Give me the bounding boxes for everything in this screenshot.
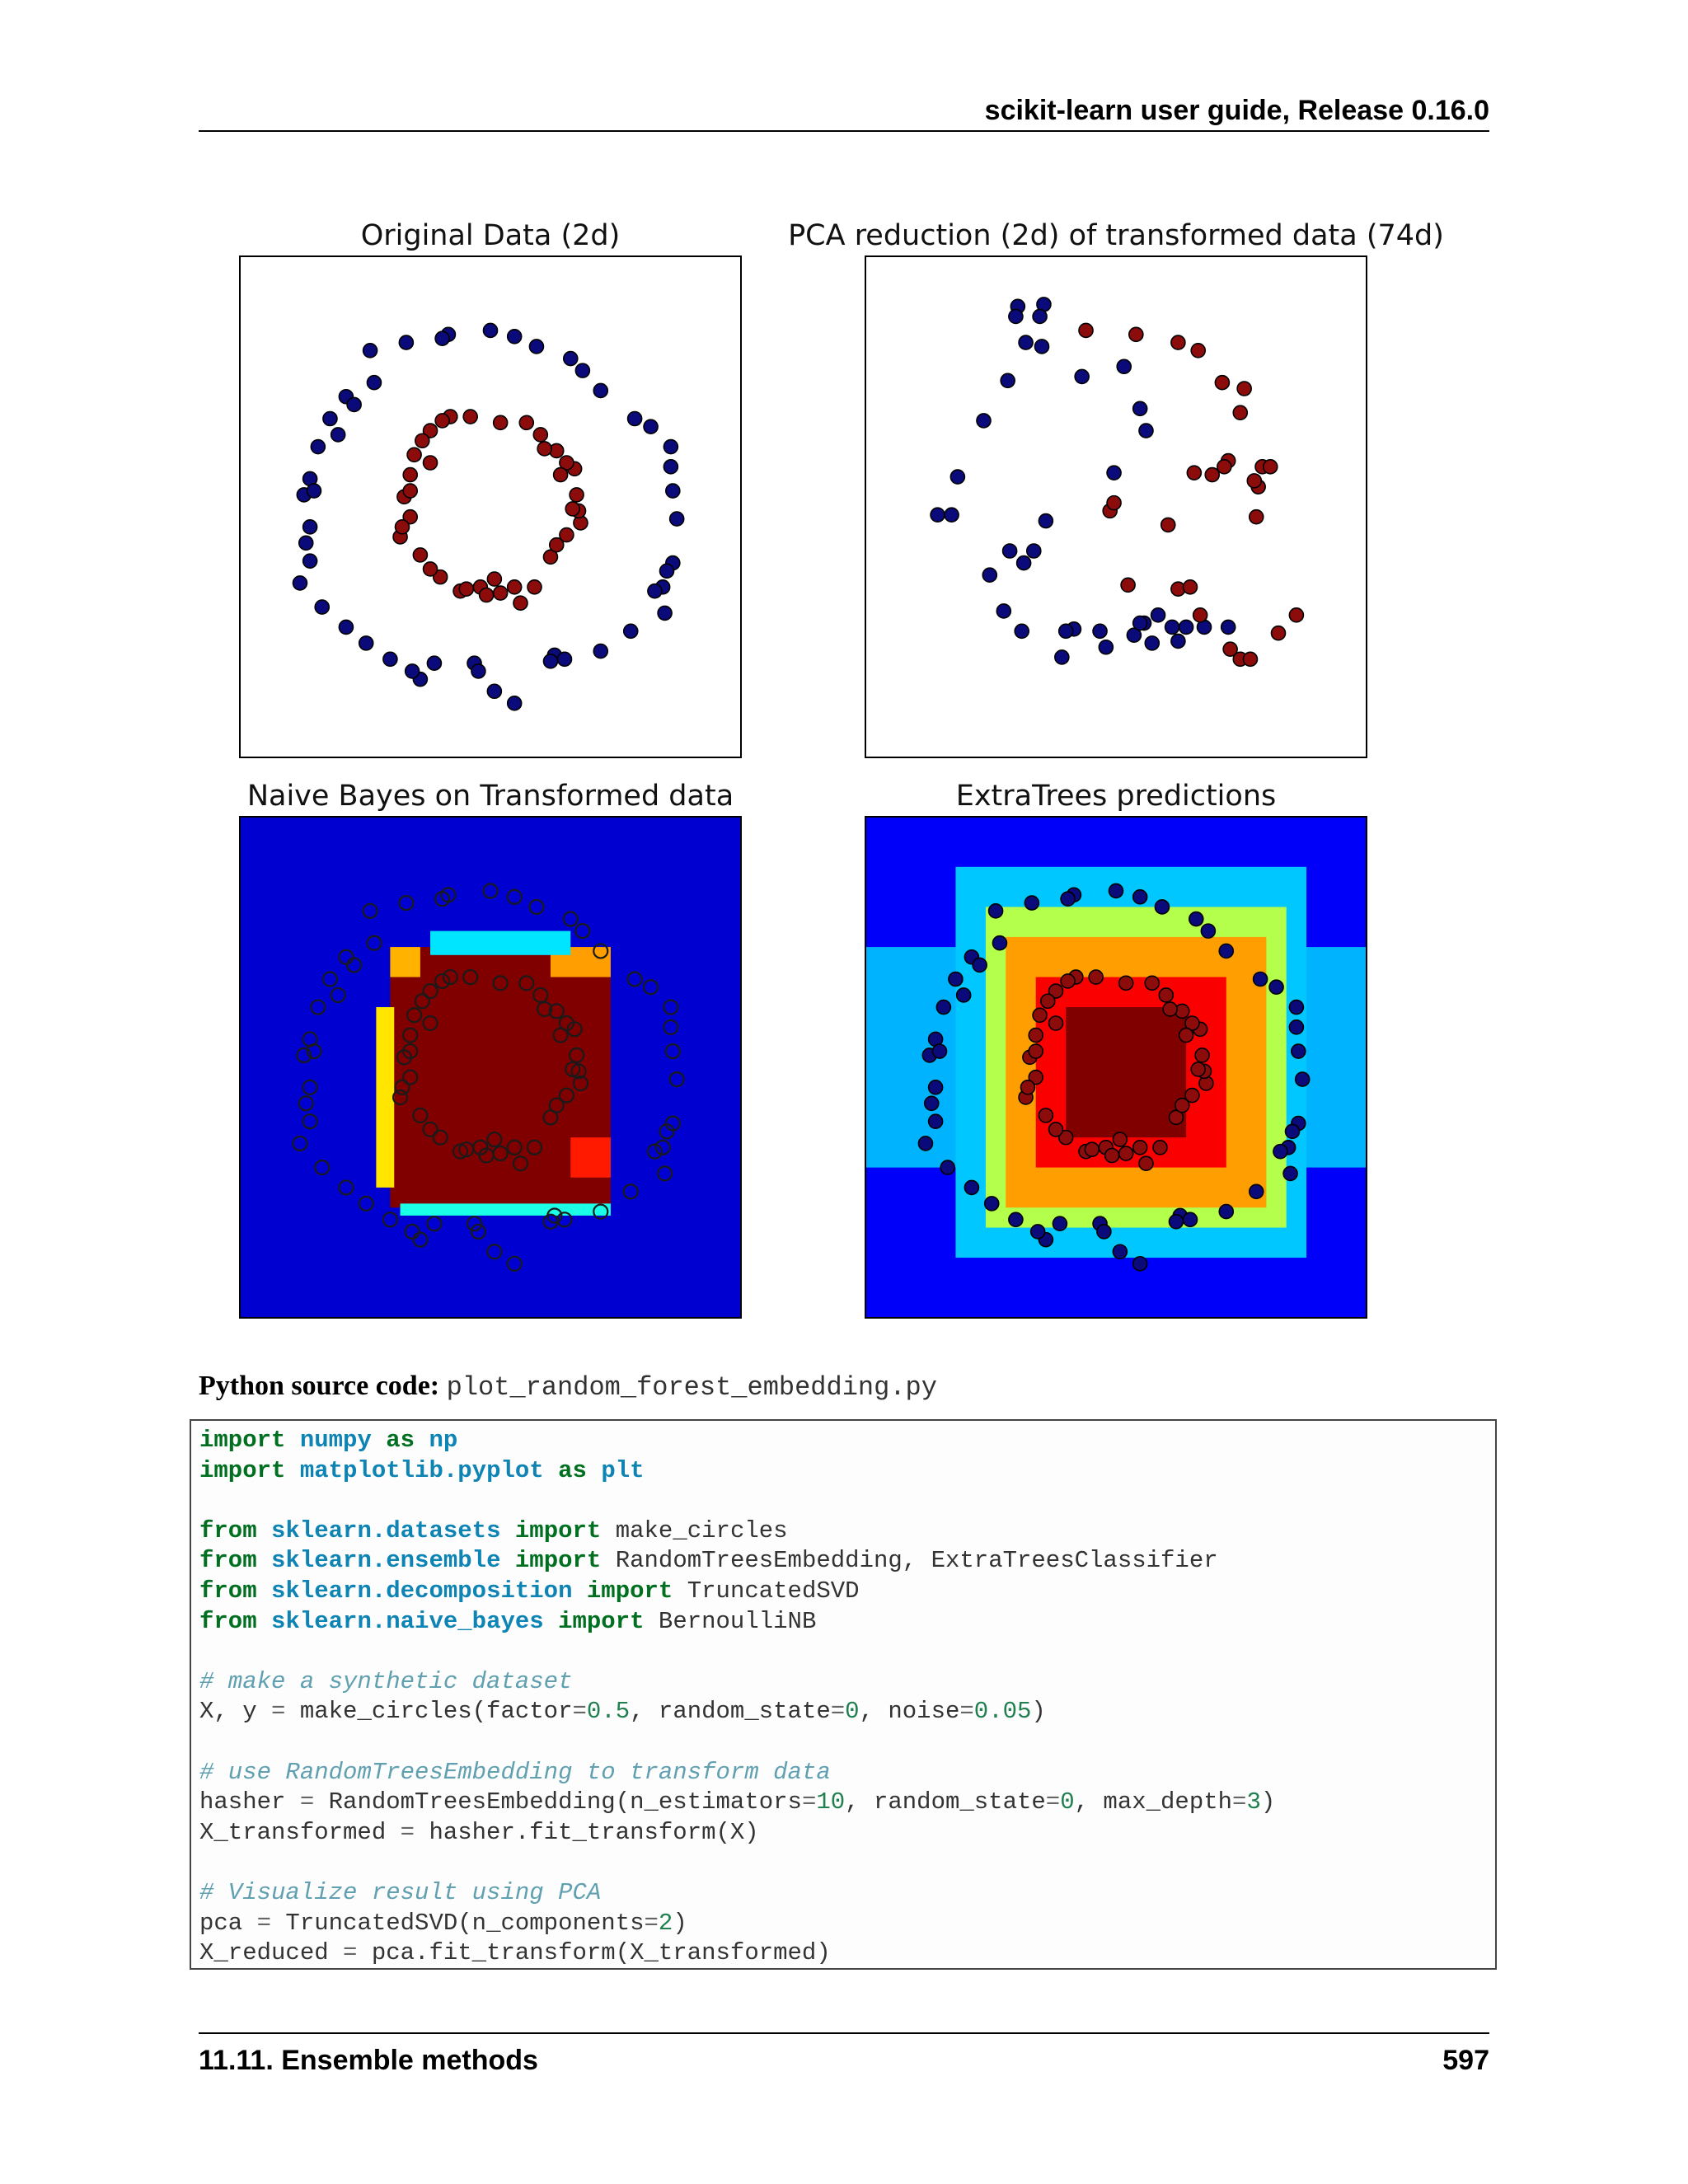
data-point xyxy=(424,562,438,576)
data-point xyxy=(1191,344,1205,358)
data-point xyxy=(1183,580,1197,594)
heatmap-region xyxy=(376,1007,394,1188)
data-point xyxy=(564,352,578,366)
code-text: make_circles xyxy=(615,1516,788,1544)
data-point xyxy=(1145,636,1159,650)
data-point xyxy=(1205,468,1219,482)
data-point xyxy=(1059,624,1073,638)
data-point xyxy=(1155,900,1169,914)
data-point xyxy=(339,620,353,634)
code-line xyxy=(199,1878,1487,1909)
data-point xyxy=(1061,974,1075,988)
data-point xyxy=(1247,474,1261,488)
code-text: RandomTreesEmbedding(n_estimators xyxy=(314,1788,802,1816)
data-point xyxy=(1133,616,1147,630)
data-point xyxy=(1039,1108,1053,1122)
code-line xyxy=(199,1758,1487,1788)
code-text: X_reduced xyxy=(199,1939,344,1967)
code-text: ) xyxy=(1031,1698,1046,1726)
data-point xyxy=(1254,972,1268,986)
code-operator: = xyxy=(572,1698,587,1726)
plot-area xyxy=(865,256,1367,757)
data-point xyxy=(529,340,543,354)
data-point xyxy=(1139,1156,1153,1170)
code-keyword: import xyxy=(586,1577,673,1605)
data-point xyxy=(973,958,987,972)
data-point xyxy=(660,564,674,578)
data-point xyxy=(1151,608,1165,622)
code-keyword: import xyxy=(514,1547,602,1575)
code-module: matplotlib.pyplot xyxy=(299,1456,544,1484)
data-point xyxy=(593,383,607,397)
data-point xyxy=(648,584,662,598)
source-code-prefix: Python source code: xyxy=(199,1371,440,1401)
data-point xyxy=(1019,335,1033,349)
data-point xyxy=(1033,1008,1047,1022)
data-point xyxy=(1027,544,1041,558)
data-point xyxy=(570,488,584,502)
code-text: RandomTreesEmbedding, ExtraTreesClassifier xyxy=(615,1547,1218,1575)
data-point xyxy=(1053,1216,1067,1230)
data-point xyxy=(918,1137,932,1151)
data-point xyxy=(1001,373,1015,387)
data-point xyxy=(494,586,508,600)
code-text: , random_state xyxy=(630,1698,831,1726)
footer-rule xyxy=(199,2032,1489,2034)
code-blank-line xyxy=(199,1637,1487,1667)
code-text: BernoulliNB xyxy=(658,1607,817,1635)
data-point xyxy=(1015,624,1029,638)
plot-area xyxy=(865,817,1367,1318)
data-point xyxy=(1183,1212,1197,1226)
code-keyword: from xyxy=(199,1547,257,1575)
code-operator: = xyxy=(830,1698,846,1726)
data-point xyxy=(1093,624,1107,638)
code-comment: # Visualize result using PCA xyxy=(199,1878,602,1906)
code-module: sklearn.naive_bayes xyxy=(271,1607,544,1635)
data-point xyxy=(1133,1257,1147,1271)
data-point xyxy=(1129,327,1143,341)
data-point xyxy=(471,664,485,678)
heatmap-region xyxy=(401,1203,611,1216)
code-text: hasher xyxy=(199,1788,300,1816)
data-point xyxy=(982,568,996,582)
data-point xyxy=(932,1044,946,1058)
plot-area xyxy=(240,256,741,757)
data-point xyxy=(950,470,964,484)
code-line xyxy=(199,1516,1487,1547)
code-number: 0 xyxy=(845,1698,860,1726)
code-number: 0 xyxy=(1060,1788,1075,1816)
chart-panel-3 xyxy=(240,780,741,1318)
data-point xyxy=(403,484,417,498)
code-keyword: as xyxy=(558,1456,587,1484)
code-operator: = xyxy=(400,1818,415,1846)
code-operator: = xyxy=(644,1909,659,1937)
data-point xyxy=(1025,896,1039,910)
data-point xyxy=(565,502,579,516)
code-module: sklearn.datasets xyxy=(271,1516,501,1544)
data-point xyxy=(1289,1001,1303,1015)
data-point xyxy=(1061,892,1075,906)
data-point xyxy=(1165,620,1179,634)
code-text: pca.fit_transform(X_transformed) xyxy=(357,1939,831,1967)
data-point xyxy=(931,508,945,522)
data-point xyxy=(311,440,325,454)
data-point xyxy=(1250,1184,1264,1198)
data-point xyxy=(1105,1149,1119,1163)
data-point xyxy=(663,440,678,454)
data-point xyxy=(992,936,1006,950)
data-point xyxy=(463,410,477,424)
data-point xyxy=(359,636,373,650)
code-operator: = xyxy=(1232,1788,1247,1816)
heatmap-region xyxy=(570,1137,611,1178)
heatmap-region xyxy=(430,931,570,955)
source-code-label xyxy=(199,1368,937,1406)
data-point xyxy=(940,1160,954,1174)
data-point xyxy=(1179,620,1193,634)
code-line xyxy=(199,1909,1487,1939)
plot-area xyxy=(240,817,741,1318)
code-text: ) xyxy=(1260,1788,1276,1816)
data-point xyxy=(1049,1016,1063,1030)
data-point xyxy=(1029,1044,1043,1058)
code-number: 0.5 xyxy=(586,1698,631,1726)
code-module: sklearn.decomposition xyxy=(271,1577,573,1605)
data-point xyxy=(1009,1212,1023,1226)
code-block xyxy=(190,1419,1497,1970)
data-point xyxy=(1296,1072,1310,1086)
data-point xyxy=(1233,405,1247,419)
running-header: scikit-learn user guide, Release 0.16.0 xyxy=(984,95,1489,126)
data-point xyxy=(1189,912,1203,926)
code-operator: = xyxy=(256,1909,272,1937)
data-point xyxy=(487,572,501,586)
data-point xyxy=(1085,1142,1099,1156)
data-point xyxy=(550,538,564,552)
data-point xyxy=(1163,1002,1177,1016)
data-point xyxy=(658,606,672,620)
data-point xyxy=(1219,1205,1233,1219)
data-point xyxy=(533,428,547,442)
code-line xyxy=(199,1426,1487,1456)
data-point xyxy=(1035,340,1049,354)
code-keyword: from xyxy=(199,1607,257,1635)
data-point xyxy=(435,331,449,345)
data-point xyxy=(480,588,494,602)
code-line xyxy=(199,1788,1487,1818)
code-text: X_transformed xyxy=(199,1818,401,1846)
data-point xyxy=(670,512,684,526)
chart-panel-4 xyxy=(865,780,1367,1318)
chart-title: PCA reduction (2d) of transformed data (74d) xyxy=(788,219,1444,252)
data-point xyxy=(367,376,381,390)
chart-panel-1 xyxy=(240,219,741,757)
data-point xyxy=(307,484,321,498)
code-keyword: as xyxy=(386,1427,415,1454)
figure-canvas xyxy=(223,210,1459,1339)
data-point xyxy=(435,414,449,428)
code-keyword: from xyxy=(199,1516,257,1544)
data-point xyxy=(508,580,522,594)
data-point xyxy=(1107,496,1121,510)
code-line xyxy=(199,1938,1487,1969)
data-point xyxy=(957,988,971,1002)
data-point xyxy=(1003,544,1017,558)
data-point xyxy=(415,434,429,448)
data-point xyxy=(484,323,498,337)
data-point xyxy=(1009,309,1023,323)
code-operator: = xyxy=(299,1788,315,1816)
code-module: plt xyxy=(601,1456,645,1484)
data-point xyxy=(593,644,607,658)
data-point xyxy=(494,415,508,429)
code-line xyxy=(199,1456,1487,1487)
data-point xyxy=(624,624,638,638)
data-point xyxy=(964,1180,978,1194)
source-filename[interactable]: plot_random_forest_embedding.py xyxy=(446,1372,937,1403)
data-point xyxy=(407,448,421,462)
data-point xyxy=(945,508,959,522)
data-point xyxy=(1159,988,1173,1002)
data-point xyxy=(666,484,680,498)
data-point xyxy=(427,656,441,670)
code-keyword: import xyxy=(199,1456,286,1484)
code-text: TruncatedSVD xyxy=(687,1577,860,1605)
code-line xyxy=(199,1546,1487,1577)
data-point xyxy=(1269,980,1283,994)
data-point xyxy=(1133,1141,1147,1155)
data-point xyxy=(1237,382,1251,396)
code-keyword: import xyxy=(514,1516,602,1544)
code-line xyxy=(199,1577,1487,1607)
data-point xyxy=(1033,309,1047,323)
code-number: 0.05 xyxy=(973,1698,1032,1726)
data-point xyxy=(1119,976,1133,990)
data-point xyxy=(644,419,658,434)
data-point xyxy=(347,397,361,411)
code-text: hasher.fit_transform(X) xyxy=(415,1818,759,1846)
data-point xyxy=(1145,976,1159,990)
code-comment: # make a synthetic dataset xyxy=(199,1667,573,1695)
data-point xyxy=(1221,620,1236,634)
data-point xyxy=(1271,626,1285,640)
data-point xyxy=(1139,424,1153,438)
code-blank-line xyxy=(199,1727,1487,1758)
data-point xyxy=(1055,650,1069,664)
data-point xyxy=(1161,518,1175,532)
figure xyxy=(223,210,1459,1339)
data-point xyxy=(1041,994,1055,1008)
data-point xyxy=(663,460,678,474)
data-point xyxy=(399,335,413,349)
chart-title: Original Data (2d) xyxy=(360,219,621,252)
code-operator: = xyxy=(343,1939,358,1967)
data-point xyxy=(1286,1124,1300,1138)
data-point xyxy=(575,363,589,377)
data-point xyxy=(293,576,307,590)
data-point xyxy=(487,684,501,698)
data-point xyxy=(1117,359,1131,373)
data-point xyxy=(323,411,337,425)
data-point xyxy=(537,442,551,456)
data-point xyxy=(936,1001,950,1015)
data-point xyxy=(996,604,1010,618)
data-point xyxy=(413,548,427,562)
code-line xyxy=(199,1697,1487,1727)
data-point xyxy=(1020,1080,1034,1094)
data-point xyxy=(1097,1225,1111,1239)
data-point xyxy=(925,1096,939,1110)
data-point xyxy=(508,696,522,710)
code-number: 10 xyxy=(816,1788,846,1816)
data-point xyxy=(628,411,642,425)
data-point xyxy=(1171,335,1185,349)
data-point xyxy=(508,330,522,344)
code-text: TruncatedSVD(n_components xyxy=(271,1909,645,1937)
data-point xyxy=(1121,578,1135,592)
code-text: , random_state xyxy=(845,1788,1046,1816)
data-point xyxy=(1250,510,1264,524)
data-point xyxy=(929,1080,943,1094)
code-text: pca xyxy=(199,1909,257,1937)
code-text: , noise xyxy=(859,1698,960,1726)
data-point xyxy=(1039,514,1053,528)
code-number: 3 xyxy=(1246,1788,1261,1816)
data-point xyxy=(363,344,377,358)
data-point xyxy=(299,536,313,550)
data-point xyxy=(1099,640,1113,654)
code-module: sklearn.ensemble xyxy=(271,1547,501,1575)
data-point xyxy=(554,468,568,482)
code-line xyxy=(199,1818,1487,1849)
data-point xyxy=(1029,1029,1043,1043)
data-point xyxy=(1049,1122,1063,1137)
data-point xyxy=(383,652,397,666)
data-point xyxy=(1107,466,1121,480)
data-point xyxy=(303,520,317,534)
data-point xyxy=(315,600,329,614)
data-point xyxy=(395,520,409,534)
code-number: 2 xyxy=(658,1909,673,1937)
data-point xyxy=(1187,466,1201,480)
data-point xyxy=(1133,890,1147,904)
code-operator: = xyxy=(801,1788,817,1816)
data-point xyxy=(1119,1146,1133,1160)
data-point xyxy=(557,652,571,666)
code-operator: = xyxy=(271,1698,286,1726)
header-rule xyxy=(199,130,1489,132)
code-operator: = xyxy=(959,1698,974,1726)
data-point xyxy=(977,414,991,428)
data-point xyxy=(331,428,345,442)
code-keyword: import xyxy=(199,1427,286,1454)
code-operator: = xyxy=(1045,1788,1061,1816)
data-point xyxy=(1219,944,1233,958)
data-point xyxy=(1283,1166,1297,1180)
code-keyword: import xyxy=(558,1607,645,1635)
data-point xyxy=(989,904,1003,918)
chart-panel-2 xyxy=(788,219,1444,757)
data-point xyxy=(1217,460,1231,474)
data-point xyxy=(1079,323,1093,337)
code-blank-line xyxy=(199,1486,1487,1516)
data-point xyxy=(1191,1062,1205,1076)
data-point xyxy=(303,554,317,568)
data-point xyxy=(949,972,963,986)
code-text: ) xyxy=(673,1909,687,1937)
data-point xyxy=(543,654,557,668)
data-point xyxy=(1017,556,1031,570)
data-point xyxy=(403,468,417,482)
code-module: numpy xyxy=(299,1427,372,1454)
data-point xyxy=(1113,1132,1127,1146)
code-text: , max_depth xyxy=(1074,1788,1233,1816)
data-point xyxy=(1264,460,1278,474)
chart-title: ExtraTrees predictions xyxy=(955,780,1277,813)
chart-title: Naive Bayes on Transformed data xyxy=(246,780,734,813)
data-point xyxy=(406,664,420,678)
code-keyword: from xyxy=(199,1577,257,1605)
data-point xyxy=(1201,924,1215,938)
heatmap-region xyxy=(390,947,420,977)
data-point xyxy=(528,580,542,594)
data-point xyxy=(1089,970,1103,984)
page-number: 597 xyxy=(1442,2045,1489,2076)
data-point xyxy=(1169,1215,1183,1229)
data-point xyxy=(1031,1225,1045,1239)
code-blank-line xyxy=(199,1848,1487,1878)
data-point xyxy=(459,582,473,596)
code-line xyxy=(199,1607,1487,1638)
data-point xyxy=(1075,369,1089,383)
data-point xyxy=(1292,1044,1306,1058)
code-comment: # use RandomTreesEmbedding to transform data xyxy=(199,1758,831,1786)
data-point xyxy=(1289,608,1303,622)
heatmap-region xyxy=(1066,1007,1186,1137)
code-module: np xyxy=(429,1427,458,1454)
data-point xyxy=(519,415,533,429)
footer-section: 11.11. Ensemble methods xyxy=(199,2045,538,2076)
data-point xyxy=(1175,1099,1189,1113)
data-point xyxy=(985,1197,999,1211)
data-point xyxy=(1133,401,1147,415)
code-line xyxy=(199,1667,1487,1698)
data-point xyxy=(513,596,528,610)
code-text: make_circles(factor xyxy=(285,1698,573,1726)
data-point xyxy=(1153,1141,1167,1155)
data-point xyxy=(1243,652,1257,666)
data-point xyxy=(1195,1048,1209,1062)
data-point xyxy=(1289,1020,1303,1034)
data-point xyxy=(1179,1029,1193,1043)
data-point xyxy=(929,1114,943,1128)
data-point xyxy=(1109,883,1123,898)
code-text: X, y xyxy=(199,1698,272,1726)
data-point xyxy=(424,456,438,470)
data-point xyxy=(1171,634,1185,648)
data-point xyxy=(1273,1145,1287,1159)
data-point xyxy=(1215,376,1229,390)
data-point xyxy=(1113,1244,1127,1258)
data-point xyxy=(1193,608,1207,622)
